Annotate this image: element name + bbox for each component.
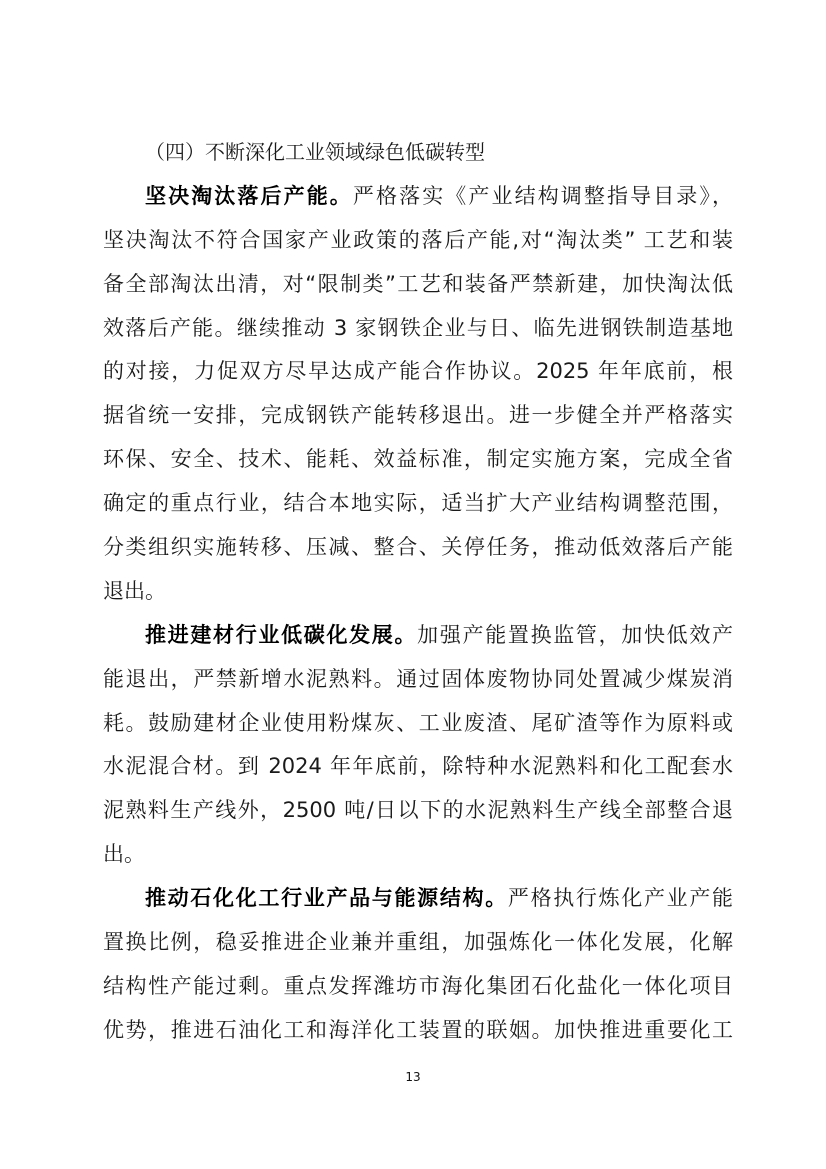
paragraph-text: 泥熟料生产线外，2500 吨/日以下的水泥熟料生产线全部整合退 — [103, 798, 733, 823]
paragraph-line — [103, 927, 733, 971]
paragraph-text: 加强产能置换监管，加快低效产 — [417, 622, 734, 647]
paragraph-line — [103, 400, 733, 444]
paragraph-text: 严格执行炼化产业产能 — [507, 886, 734, 911]
paragraph-line — [103, 313, 733, 357]
paragraph-text: 水泥混合材。到 2024 年年底前，除特种水泥熟料和化工配套水 — [103, 754, 733, 779]
paragraph-line — [103, 883, 733, 927]
paragraph-line — [103, 181, 733, 225]
paragraph-lead: 坚决淘汰落后产能。 — [145, 183, 353, 208]
paragraph-text: 严格落实《产业结构调整指导目录》， — [352, 183, 734, 208]
paragraph-line — [103, 269, 733, 313]
paragraph-line — [103, 971, 733, 1015]
paragraph-lead: 推进建材行业低碳化发展。 — [145, 622, 418, 647]
section-heading: （四）不断深化工业领域绿色低碳转型 — [145, 140, 485, 164]
paragraph-line — [103, 664, 733, 708]
paragraph-line — [103, 576, 733, 620]
paragraph-line — [103, 751, 733, 795]
paragraph-text: 置换比例，稳妥推进企业兼并重组，加强炼化一体化发展，化解 — [103, 930, 733, 955]
paragraph-lead: 推动石化化工行业产品与能源结构。 — [145, 886, 508, 911]
page-number: 13 — [405, 1070, 421, 1084]
paragraph-line — [103, 795, 733, 839]
paragraph-text: 效落后产能。继续推动 3 家钢铁企业与日、临先进钢铁制造基地 — [103, 315, 733, 340]
paragraph-text: 出。 — [103, 842, 145, 867]
paragraph-text: 结构性产能过剩。重点发挥潍坊市海化集团石化盐化一体化项目 — [103, 973, 733, 998]
paragraph-line — [103, 532, 733, 576]
paragraph-text: 环保、安全、技术、能耗、效益标准，制定实施方案，完成全省 — [103, 447, 733, 472]
paragraph-text: 能退出，严禁新增水泥熟料。通过固体废物协同处置减少煤炭消 — [103, 666, 733, 691]
paragraph-line — [103, 488, 733, 532]
paragraph-line — [103, 356, 733, 400]
paragraph-line — [103, 708, 733, 752]
paragraph-text: 坚决淘汰不符合国家产业政策的落后产能,对“淘汰类” 工艺和装 — [103, 227, 733, 252]
paragraph-text: 的对接，力促双方尽早达成产能合作协议。2025 年年底前，根 — [103, 359, 733, 384]
paragraph-line — [103, 1015, 733, 1059]
paragraph-text: 备全部淘汰出清，对“限制类”工艺和装备严禁新建，加快淘汰低 — [103, 271, 733, 296]
paragraph-text: 据省统一安排，完成钢铁产能转移退出。进一步健全并严格落实 — [103, 403, 733, 428]
paragraph-line — [103, 839, 733, 883]
paragraph-text: 确定的重点行业，结合本地实际，适当扩大产业结构调整范围， — [103, 491, 733, 516]
paragraph-line — [103, 225, 733, 269]
paragraph-text: 分类组织实施转移、压减、整合、关停任务，推动低效落后产能 — [103, 535, 733, 560]
paragraph-text: 优势，推进石油化工和海洋化工装置的联姻。加快推进重要化工 — [103, 1017, 733, 1042]
document-body — [103, 137, 733, 1059]
paragraph-line — [103, 444, 733, 488]
paragraph-text: 耗。鼓励建材企业使用粉煤灰、工业废渣、尾矿渣等作为原料或 — [103, 710, 733, 735]
paragraph-text: 退出。 — [103, 578, 166, 603]
paragraph-line — [103, 620, 733, 664]
